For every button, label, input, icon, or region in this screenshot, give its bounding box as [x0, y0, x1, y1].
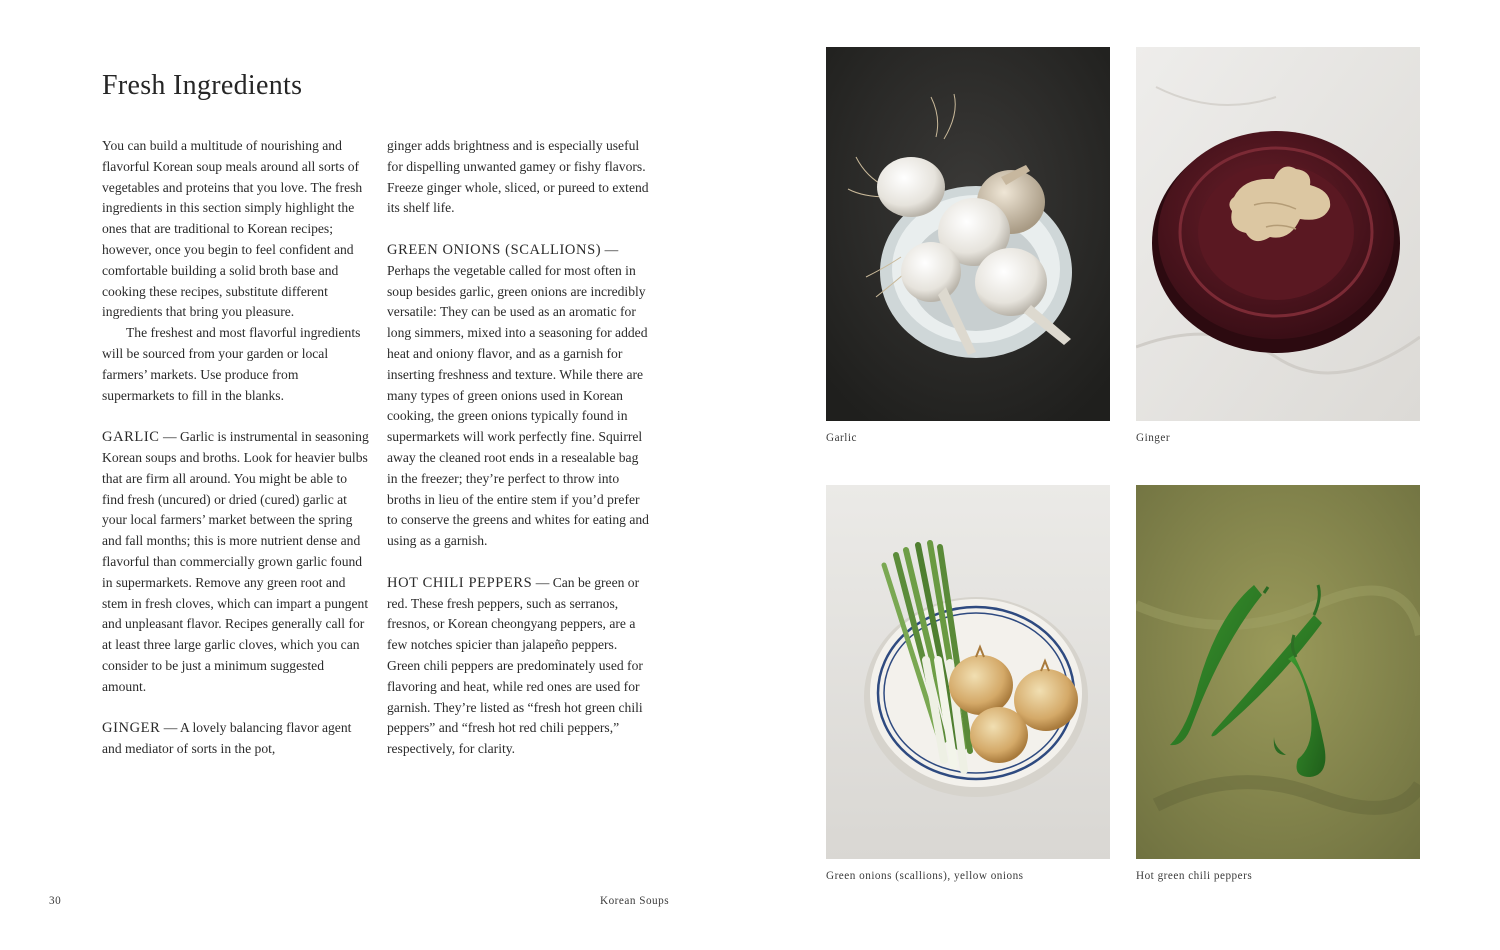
green-onions-text: Perhaps the vegetable called for most often in soup besides garlic, green onions are incredibly versatile: They can be used as an aromatic for long simmers, mixed into a seasoning for added heat and oniony flavor, and as a garnish for inserting freshness and texture. While there are many types of green onions used in Korean cooking, the green onions typically found in supermarkets will work perfectly fine. Squirrel away the cleaned root ends in a resealable bag in the freezer; they’re perfect to throw into broths in lieu of the entire stem if you’d prefer to conserve the greens and whites for eating and using as a garnish.	[387, 262, 649, 549]
caption-garlic: Garlic	[826, 432, 857, 444]
ginger-photo	[1136, 47, 1420, 421]
entry-green-onions: GREEN ONIONS (SCALLIONS) — Perhaps the vegetable called for most often in soup besides garlic, green onions are incredibly versatile: They can be used as an aromatic for long simmers, mixed into a seasoning for added heat and oniony flavor, and as a garnish for inserting freshness and texture. While there are many types of green onions used in Korean cooking, the green onions typically found in supermarkets will work perfectly fine. Squirrel away the cleaned root ends in a resealable bag in the freezer; they’re perfect to throw into broths in lieu of the entire stem if you’d prefer to conserve the greens and whites for eating and using as a garnish.	[387, 241, 649, 549]
garlic-text: Garlic is instrumental in seasoning Korean soups and broths. Look for heavier bulbs that are firm all around. You might be able to find fresh (uncured) or dried (cured) garlic at your local farmers’ market between the spring and fall months; this is more nutrient dense and flavorful than commercially grown garlic found in supermarkets. Remove any green root and stem in fresh cloves, which can impart a pungent and unpleasant flavor. Recipes generally call for at least three large garlic cloves, which you can consider to be just a minimum suggested amount.	[102, 429, 369, 694]
caption-onions: Green onions (scallions), yellow onions	[826, 870, 1024, 882]
page-title: Fresh Ingredients	[102, 70, 303, 101]
ginger-illustration	[1136, 47, 1420, 421]
entry-chili: HOT CHILI PEPPERS — Can be green or red. These fresh peppers, such as serranos, fresnos, or Korean cheongyang peppers, are a few notches spicier than jalapeño peppers. Green chili peppers are predominately used for flavoring and heat, while red ones are used for garnish. They’re listed as “fresh hot green chili peppers” and “fresh hot red chili peppers,” respectively, for clarity.	[387, 574, 643, 757]
term-green-onions: GREEN ONIONS (SCALLIONS)	[387, 241, 602, 258]
caption-chili: Hot green chili peppers	[1136, 870, 1253, 882]
ginger-text-part-1: A lovely balancing flavor agent and mediator of sorts in the pot,	[102, 720, 352, 757]
term-chili: HOT CHILI PEPPERS	[387, 574, 533, 591]
caption-ginger: Ginger	[1136, 432, 1171, 444]
chili-illustration	[1136, 485, 1420, 859]
onions-photo	[826, 485, 1110, 859]
text-column-right	[387, 136, 651, 760]
chili-photo	[1136, 485, 1420, 859]
running-footer: Korean Soups	[600, 895, 670, 907]
onions-illustration	[826, 485, 1110, 859]
text-column-left	[102, 136, 370, 760]
ginger-text-part-2: ginger adds brightness and is especially useful for dispelling unwanted gamey or fishy flavors. Freeze ginger whole, sliced, or pureed to extend its shelf life.	[387, 138, 649, 216]
chili-text: Can be green or red. These fresh peppers, such as serranos, fresnos, or Korean cheongyang peppers, are a few notches spicier than jalapeño peppers. Green chili peppers are predominately used for flavoring and heat, while red ones are used for garnish. They’re listed as “fresh hot green chili peppers” and “fresh hot red chili peppers,” respectively, for clarity.	[387, 574, 643, 757]
term-garlic: GARLIC	[102, 429, 160, 446]
term-ginger: GINGER	[102, 720, 161, 737]
garlic-illustration	[826, 47, 1110, 421]
garlic-photo	[826, 47, 1110, 421]
intro-paragraph-1: You can build a multitude of nourishing and flavorful Korean soup meals around all sorts of vegetables and proteins that you love. The fresh ingredients in this section simply highlight the ones that are traditional to Korean recipes; however, once you begin to feel confident and comfortable building a solid broth base and cooking these recipes, substitute different ingredients that bring you pleasure.	[102, 138, 363, 320]
entry-ginger: GINGER — A lovely balancing flavor agent and mediator of sorts in the pot,	[102, 720, 352, 757]
entry-garlic: GARLIC — Garlic is instrumental in seasoning Korean soups and broths. Look for heavier bulbs that are firm all around. You might be able to find fresh (uncured) or dried (cured) garlic at your local farmers’ market between the spring and fall months; this is more nutrient dense and flavorful than commercially grown garlic found in supermarkets. Remove any green root and stem in fresh cloves, which can impart a pungent and unpleasant flavor. Recipes generally call for at least three large garlic cloves, which you can consider to be just a minimum suggested amount.	[102, 429, 369, 694]
intro-paragraph-2: The freshest and most flavorful ingredients will be sourced from your garden or local farmers’ markets. Use produce from supermarkets to fill in the blanks.	[102, 325, 361, 403]
page-number: 30	[49, 895, 62, 907]
